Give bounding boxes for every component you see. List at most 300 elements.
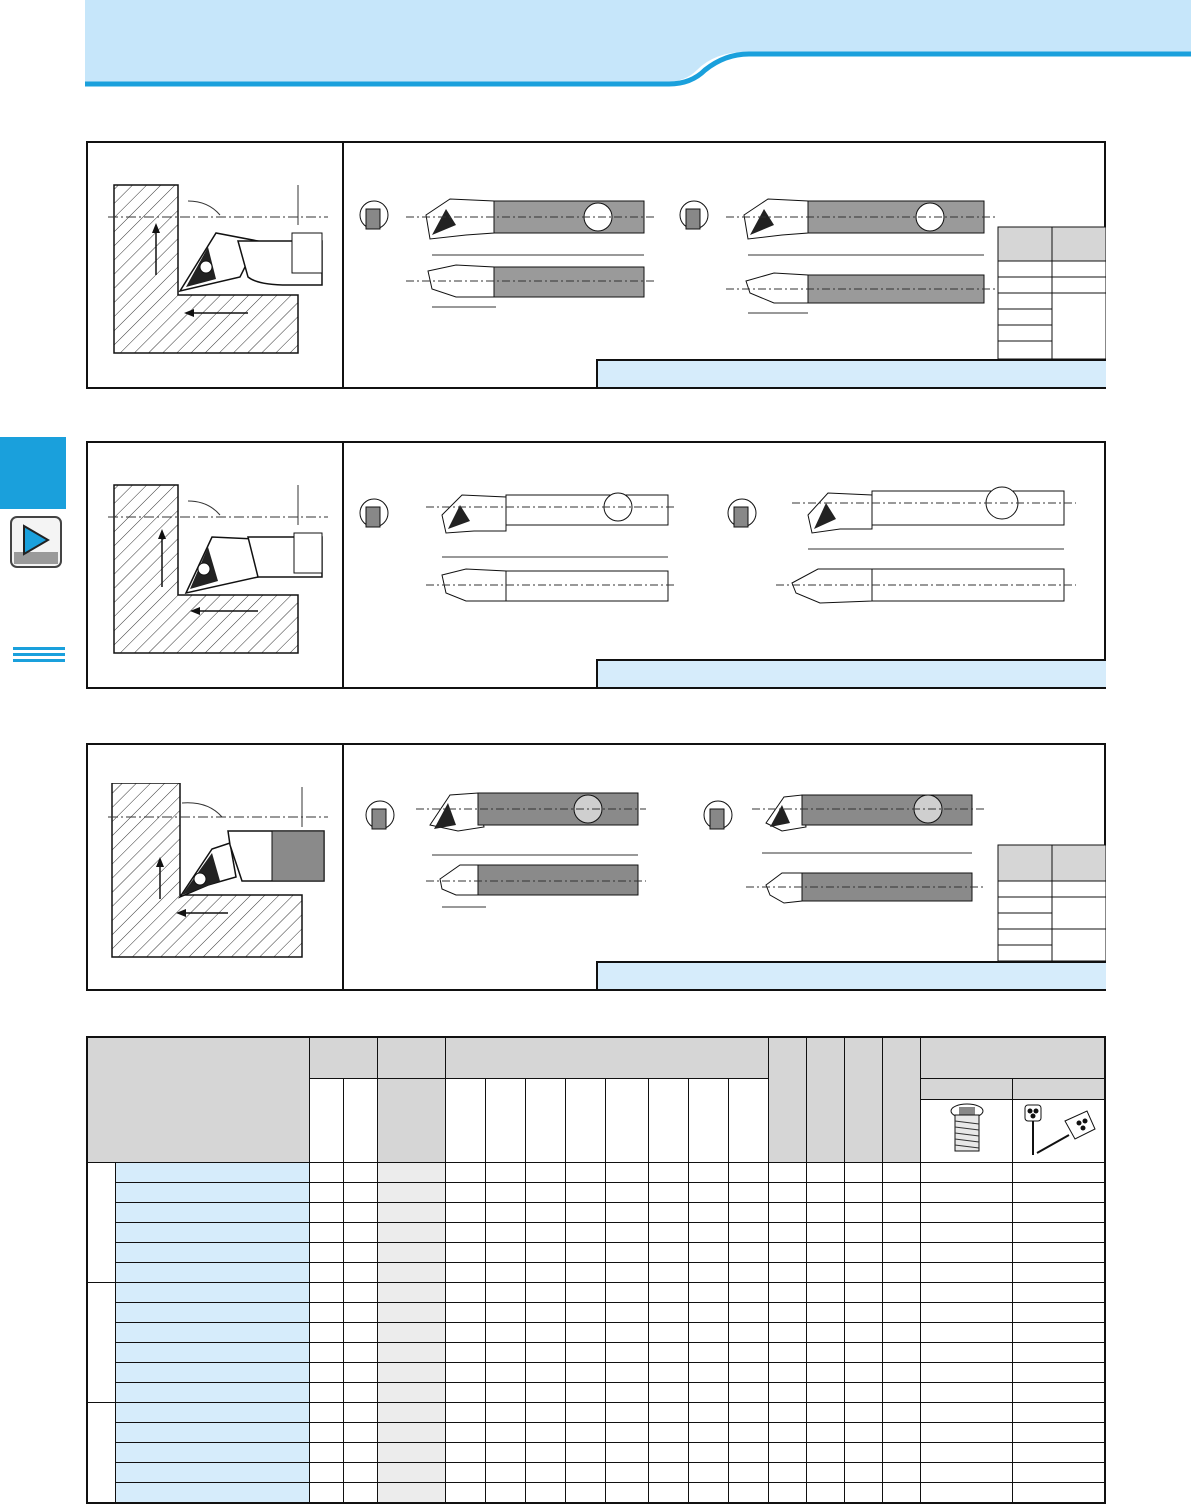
table-cell xyxy=(526,1183,566,1203)
table-cell xyxy=(566,1363,606,1383)
table-row xyxy=(87,1263,1105,1283)
table-cell xyxy=(566,1343,606,1363)
table-cell xyxy=(768,1163,806,1183)
header-cell xyxy=(921,1079,1013,1100)
model-name-cell xyxy=(115,1223,309,1243)
table-cell xyxy=(343,1283,377,1303)
table-cell xyxy=(728,1443,768,1463)
table-row xyxy=(87,1383,1105,1403)
table-cell xyxy=(806,1243,844,1263)
table-cell xyxy=(768,1263,806,1283)
table-cell xyxy=(606,1203,648,1223)
table-cell xyxy=(921,1463,1013,1483)
table-cell xyxy=(648,1343,688,1363)
table-cell xyxy=(343,1183,377,1203)
clamp-screw-icon xyxy=(947,1101,987,1159)
header-cell xyxy=(343,1079,377,1163)
table-cell xyxy=(378,1183,446,1203)
table-cell xyxy=(378,1243,446,1263)
table-cell xyxy=(343,1363,377,1383)
table-cell xyxy=(526,1283,566,1303)
table-cell xyxy=(921,1243,1013,1263)
table-cell xyxy=(768,1283,806,1303)
table-cell xyxy=(728,1243,768,1263)
table-cell xyxy=(566,1263,606,1283)
table-cell xyxy=(446,1483,486,1504)
table-cell xyxy=(486,1383,526,1403)
table-cell xyxy=(768,1183,806,1203)
table-cell xyxy=(882,1183,920,1203)
table-cell xyxy=(844,1363,882,1383)
table-row xyxy=(87,1183,1105,1203)
table-cell xyxy=(446,1183,486,1203)
table-cell xyxy=(606,1383,648,1403)
table-cell xyxy=(606,1483,648,1504)
table-cell xyxy=(728,1383,768,1403)
table-cell xyxy=(688,1283,728,1303)
table-cell xyxy=(921,1363,1013,1383)
model-name-cell xyxy=(115,1263,309,1283)
table-cell xyxy=(921,1263,1013,1283)
table-cell xyxy=(343,1403,377,1423)
table-cell xyxy=(309,1363,343,1383)
table-cell xyxy=(688,1323,728,1343)
table-cell xyxy=(882,1263,920,1283)
table-cell xyxy=(688,1163,728,1183)
table-cell xyxy=(378,1443,446,1463)
table-cell xyxy=(606,1283,648,1303)
table-cell xyxy=(844,1443,882,1463)
header-cell xyxy=(486,1079,526,1163)
table-cell xyxy=(882,1443,920,1463)
table-cell xyxy=(486,1423,526,1443)
table-cell xyxy=(446,1243,486,1263)
table-cell xyxy=(921,1423,1013,1443)
header-cell xyxy=(648,1079,688,1163)
table-cell xyxy=(882,1463,920,1483)
table-cell xyxy=(486,1183,526,1203)
table-cell xyxy=(921,1483,1013,1504)
table-cell xyxy=(1013,1223,1105,1243)
table-cell xyxy=(343,1423,377,1443)
table-cell xyxy=(343,1263,377,1283)
table-cell xyxy=(1013,1463,1105,1483)
table-cell xyxy=(1013,1383,1105,1403)
table-cell xyxy=(648,1483,688,1504)
table-cell xyxy=(378,1403,446,1423)
table-cell xyxy=(648,1423,688,1443)
panel-divider xyxy=(342,143,344,387)
table-cell xyxy=(486,1343,526,1363)
table-cell xyxy=(806,1323,844,1343)
machining-diagram-2 xyxy=(108,481,328,661)
table-cell xyxy=(1013,1423,1105,1443)
table-cell xyxy=(844,1483,882,1504)
table-cell xyxy=(606,1163,648,1183)
table-cell xyxy=(309,1203,343,1223)
table-cell xyxy=(343,1343,377,1363)
table-cell xyxy=(606,1303,648,1323)
table-cell xyxy=(921,1183,1013,1203)
table-cell xyxy=(648,1283,688,1303)
table-row xyxy=(87,1343,1105,1363)
table-cell xyxy=(566,1243,606,1263)
spec-table xyxy=(86,1036,1106,1481)
panel-note-bar xyxy=(596,359,1106,387)
table-cell xyxy=(526,1303,566,1323)
table-cell xyxy=(768,1443,806,1463)
table-cell xyxy=(566,1203,606,1223)
table-cell xyxy=(648,1443,688,1463)
table-cell xyxy=(526,1223,566,1243)
panel-divider xyxy=(342,443,344,687)
table-cell xyxy=(688,1183,728,1203)
header-cell xyxy=(87,1037,309,1163)
table-cell xyxy=(486,1263,526,1283)
table-cell xyxy=(566,1303,606,1323)
table-cell xyxy=(921,1283,1013,1303)
table-cell xyxy=(309,1343,343,1363)
table-cell xyxy=(728,1323,768,1343)
table-cell xyxy=(806,1163,844,1183)
table-cell xyxy=(806,1263,844,1283)
table-cell xyxy=(1013,1323,1105,1343)
table-cell xyxy=(1013,1443,1105,1463)
table-cell xyxy=(806,1383,844,1403)
header-cell xyxy=(688,1079,728,1163)
table-cell xyxy=(688,1403,728,1423)
table-row xyxy=(87,1283,1105,1303)
table-header-row xyxy=(87,1037,1105,1079)
table-cell xyxy=(882,1363,920,1383)
table-cell xyxy=(844,1163,882,1183)
table-cell xyxy=(378,1163,446,1183)
table-cell xyxy=(309,1383,343,1403)
table-cell xyxy=(486,1463,526,1483)
table-row xyxy=(87,1323,1105,1343)
table-cell xyxy=(566,1463,606,1483)
table-cell xyxy=(446,1223,486,1243)
table-cell xyxy=(446,1343,486,1363)
table-cell xyxy=(566,1383,606,1403)
triple-line-icon xyxy=(13,646,65,664)
table-cell xyxy=(768,1203,806,1223)
table-cell xyxy=(606,1363,648,1383)
panel-note-bar xyxy=(596,659,1106,687)
table-cell xyxy=(1013,1283,1105,1303)
table-cell xyxy=(309,1223,343,1243)
table-cell xyxy=(806,1483,844,1504)
table-cell xyxy=(688,1343,728,1363)
table-cell xyxy=(882,1283,920,1303)
table-cell xyxy=(688,1223,728,1243)
table-cell xyxy=(921,1323,1013,1343)
table-cell xyxy=(446,1263,486,1283)
table-cell xyxy=(806,1463,844,1483)
table-cell xyxy=(309,1483,343,1504)
play-triangle-icon xyxy=(10,516,62,568)
table-cell xyxy=(343,1463,377,1483)
table-cell xyxy=(728,1263,768,1283)
table-cell xyxy=(486,1443,526,1463)
table-cell xyxy=(378,1263,446,1283)
table-cell xyxy=(882,1423,920,1443)
table-cell xyxy=(728,1203,768,1223)
table-cell xyxy=(566,1223,606,1243)
table-cell xyxy=(768,1363,806,1383)
table-cell xyxy=(606,1443,648,1463)
table-cell xyxy=(728,1303,768,1323)
table-cell xyxy=(648,1403,688,1423)
table-cell xyxy=(688,1463,728,1483)
machining-diagram-3 xyxy=(108,783,328,963)
table-cell xyxy=(806,1203,844,1223)
table-cell xyxy=(882,1163,920,1183)
torx-wrench-icon-cell xyxy=(1013,1100,1105,1163)
table-cell xyxy=(526,1343,566,1363)
table-cell xyxy=(378,1203,446,1223)
header-cell xyxy=(446,1037,769,1079)
table-cell xyxy=(844,1423,882,1443)
table-cell xyxy=(606,1323,648,1343)
table-cell xyxy=(446,1383,486,1403)
table-cell xyxy=(728,1483,768,1504)
table-cell xyxy=(526,1423,566,1443)
table-cell xyxy=(688,1203,728,1223)
model-name-cell xyxy=(115,1243,309,1263)
table-cell xyxy=(728,1403,768,1423)
group-cell xyxy=(87,1283,115,1403)
table-cell xyxy=(526,1263,566,1283)
clamp-screw-icon-cell xyxy=(921,1100,1013,1163)
table-cell xyxy=(806,1363,844,1383)
table-cell xyxy=(844,1223,882,1243)
table-cell xyxy=(566,1403,606,1423)
table-cell xyxy=(768,1403,806,1423)
model-name-cell xyxy=(115,1203,309,1223)
table-cell xyxy=(486,1483,526,1504)
table-cell xyxy=(844,1263,882,1283)
table-cell xyxy=(378,1483,446,1504)
header-cell xyxy=(446,1079,486,1163)
header-cell xyxy=(606,1079,648,1163)
table-row xyxy=(87,1303,1105,1323)
table-cell xyxy=(526,1403,566,1423)
table-cell xyxy=(768,1423,806,1443)
group-cell xyxy=(87,1163,115,1283)
table-row xyxy=(87,1223,1105,1243)
table-cell xyxy=(309,1403,343,1423)
table-cell xyxy=(343,1223,377,1243)
table-cell xyxy=(378,1423,446,1443)
table-cell xyxy=(648,1383,688,1403)
table-cell xyxy=(882,1303,920,1323)
table-cell xyxy=(343,1383,377,1403)
table-cell xyxy=(648,1303,688,1323)
model-name-cell xyxy=(115,1483,309,1504)
table-row xyxy=(87,1423,1105,1443)
header-cell xyxy=(882,1037,920,1163)
table-cell xyxy=(486,1323,526,1343)
model-name-cell xyxy=(115,1303,309,1323)
table-cell xyxy=(806,1303,844,1323)
table-cell xyxy=(844,1283,882,1303)
table-cell xyxy=(844,1463,882,1483)
model-name-cell xyxy=(115,1463,309,1483)
torx-wrench-icon xyxy=(1019,1101,1099,1159)
table-cell xyxy=(526,1483,566,1504)
header-cell xyxy=(768,1037,806,1163)
table-row xyxy=(87,1403,1105,1423)
tool-panel-1 xyxy=(86,141,1106,389)
table-cell xyxy=(882,1243,920,1263)
table-cell xyxy=(526,1243,566,1263)
table-cell xyxy=(309,1423,343,1443)
table-cell xyxy=(728,1223,768,1243)
table-cell xyxy=(768,1243,806,1263)
table-cell xyxy=(921,1223,1013,1243)
model-name-cell xyxy=(115,1183,309,1203)
table-cell xyxy=(606,1423,648,1443)
table-row xyxy=(87,1443,1105,1463)
table-cell xyxy=(486,1243,526,1263)
toolholder-drawings-3 xyxy=(346,745,1106,961)
table-cell xyxy=(768,1223,806,1243)
table-cell xyxy=(768,1323,806,1343)
table-cell xyxy=(844,1303,882,1323)
model-name-cell xyxy=(115,1423,309,1443)
header-cell xyxy=(844,1037,882,1163)
table-cell xyxy=(526,1383,566,1403)
table-cell xyxy=(688,1483,728,1504)
table-cell xyxy=(728,1163,768,1183)
table-cell xyxy=(688,1243,728,1263)
table-cell xyxy=(309,1283,343,1303)
table-cell xyxy=(1013,1183,1105,1203)
header-cell xyxy=(806,1037,844,1163)
table-cell xyxy=(566,1483,606,1504)
header-cell xyxy=(378,1079,446,1163)
header-cell xyxy=(921,1037,1105,1079)
table-cell xyxy=(882,1383,920,1403)
table-cell xyxy=(806,1443,844,1463)
table-cell xyxy=(768,1463,806,1483)
table-cell xyxy=(648,1263,688,1283)
group-cell xyxy=(87,1403,115,1504)
table-cell xyxy=(566,1283,606,1303)
table-row xyxy=(87,1203,1105,1223)
tool-panel-3 xyxy=(86,743,1106,991)
table-cell xyxy=(1013,1363,1105,1383)
table-cell xyxy=(526,1363,566,1383)
table-cell xyxy=(606,1403,648,1423)
table-cell xyxy=(486,1303,526,1323)
table-cell xyxy=(1013,1303,1105,1323)
table-cell xyxy=(343,1323,377,1343)
table-cell xyxy=(566,1183,606,1203)
table-cell xyxy=(566,1423,606,1443)
table-cell xyxy=(806,1183,844,1203)
table-cell xyxy=(688,1263,728,1283)
table-cell xyxy=(921,1343,1013,1363)
table-cell xyxy=(844,1203,882,1223)
table-cell xyxy=(486,1223,526,1243)
table-cell xyxy=(921,1383,1013,1403)
table-cell xyxy=(378,1223,446,1243)
table-cell xyxy=(806,1403,844,1423)
table-row xyxy=(87,1463,1105,1483)
table-cell xyxy=(606,1463,648,1483)
table-cell xyxy=(648,1463,688,1483)
table-cell xyxy=(844,1403,882,1423)
table-cell xyxy=(882,1403,920,1423)
table-cell xyxy=(1013,1243,1105,1263)
table-cell xyxy=(446,1283,486,1303)
table-cell xyxy=(921,1163,1013,1183)
table-cell xyxy=(486,1403,526,1423)
table-cell xyxy=(768,1343,806,1363)
table-cell xyxy=(343,1303,377,1323)
panel-note-bar xyxy=(596,961,1106,989)
table-cell xyxy=(378,1343,446,1363)
table-cell xyxy=(486,1283,526,1303)
table-cell xyxy=(648,1243,688,1263)
table-cell xyxy=(921,1403,1013,1423)
table-cell xyxy=(921,1443,1013,1463)
table-cell xyxy=(882,1223,920,1243)
table-cell xyxy=(688,1383,728,1403)
table-row xyxy=(87,1163,1105,1183)
table-cell xyxy=(844,1323,882,1343)
table-cell xyxy=(309,1323,343,1343)
table-cell xyxy=(728,1283,768,1303)
table-cell xyxy=(309,1163,343,1183)
table-cell xyxy=(882,1203,920,1223)
table-cell xyxy=(688,1443,728,1463)
table-cell xyxy=(648,1323,688,1343)
toolholder-drawings-2 xyxy=(346,443,1106,659)
header-cell xyxy=(728,1079,768,1163)
table-cell xyxy=(343,1163,377,1183)
table-cell xyxy=(688,1423,728,1443)
table-cell xyxy=(921,1203,1013,1223)
section-tab[interactable] xyxy=(0,437,66,509)
table-cell xyxy=(844,1183,882,1203)
table-cell xyxy=(309,1443,343,1463)
table-cell xyxy=(343,1443,377,1463)
table-cell xyxy=(806,1223,844,1243)
table-cell xyxy=(606,1183,648,1203)
table-cell xyxy=(806,1423,844,1443)
model-name-cell xyxy=(115,1363,309,1383)
table-cell xyxy=(728,1183,768,1203)
model-name-cell xyxy=(115,1383,309,1403)
model-name-cell xyxy=(115,1443,309,1463)
table-cell xyxy=(309,1263,343,1283)
table-cell xyxy=(606,1223,648,1243)
table-cell xyxy=(728,1363,768,1383)
table-cell xyxy=(378,1463,446,1483)
tool-panel-2 xyxy=(86,441,1106,689)
panel-divider xyxy=(342,745,344,989)
table-cell xyxy=(526,1203,566,1223)
table-cell xyxy=(378,1283,446,1303)
table-cell xyxy=(844,1243,882,1263)
table-cell xyxy=(768,1383,806,1403)
table-row xyxy=(87,1483,1105,1504)
model-name-cell xyxy=(115,1403,309,1423)
table-cell xyxy=(728,1423,768,1443)
